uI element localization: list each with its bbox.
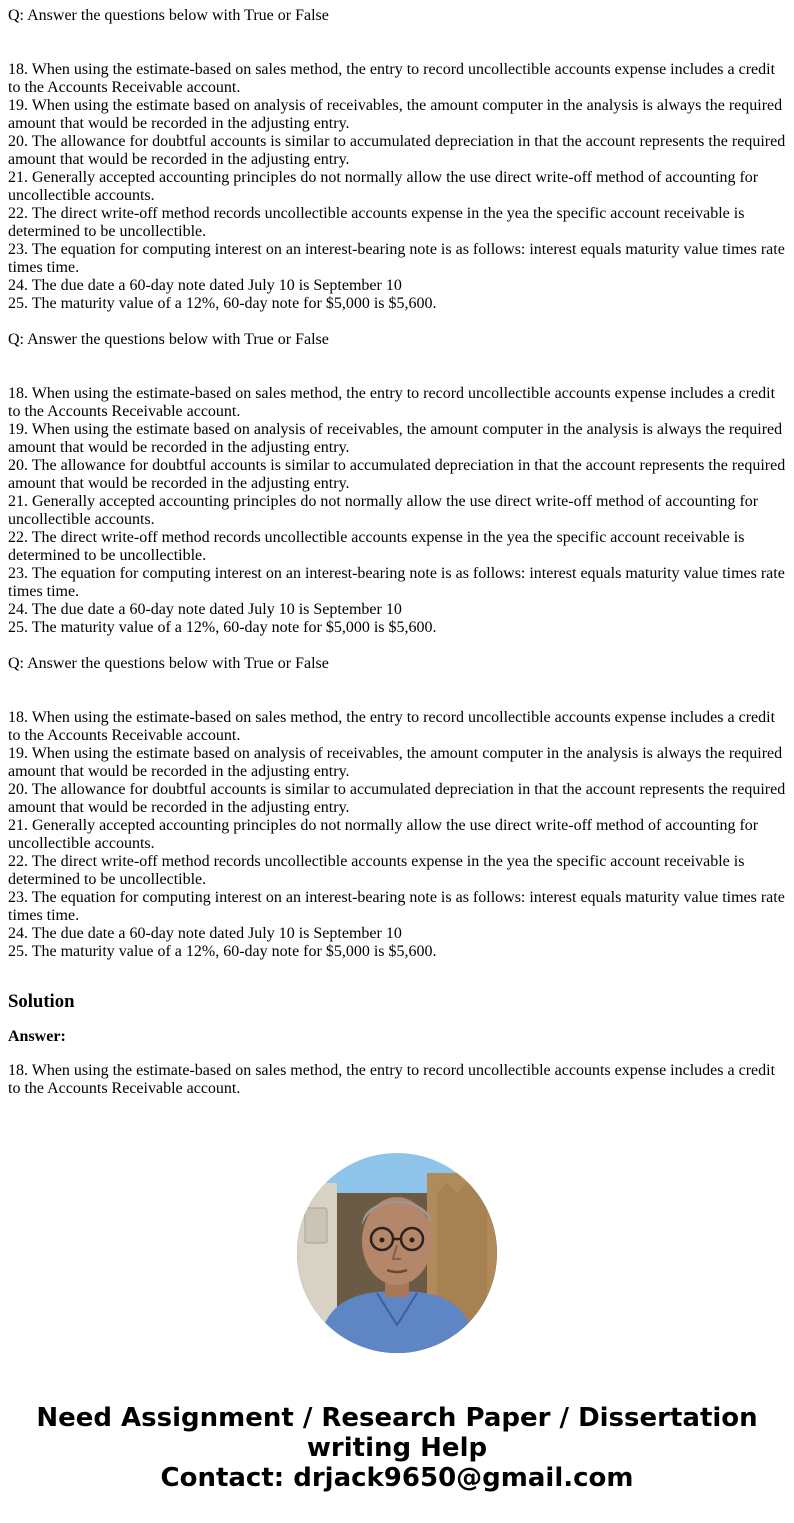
answer-text: 18. When using the estimate-based on sales method, the entry to record uncollectible accounts expense includes a credit to the Accounts Receivable account. xyxy=(8,1062,776,1097)
question-item-20: 20. The allowance for doubtful accounts is similar to accumulated depreciation in that the account represents the required amount that would be recorded in the adjusting entry. xyxy=(8,781,786,816)
question-item-23: 23. The equation for computing interest on an interest-bearing note is as follows: interest equals maturity value times rate times time. xyxy=(8,889,785,924)
answer-label: Answer: xyxy=(8,1028,66,1045)
question-item-19: 19. When using the estimate based on analysis of receivables, the amount computer in the analysis is always the required amount that would be recorded in the adjusting entry. xyxy=(8,745,783,780)
promo-banner xyxy=(0,1403,794,1493)
question-item-25: 25. The maturity value of a 12%, 60-day note for $5,000 is $5,600. xyxy=(8,943,437,960)
question-block-3 xyxy=(8,655,788,961)
question-item-22: 22. The direct write-off method records uncollectible accounts expense in the yea the specific account receivable is determined to be uncollectible. xyxy=(8,529,745,564)
promo-contact-line: Contact: drjack9650@gmail.com xyxy=(160,1463,634,1493)
question-item-22: 22. The direct write-off method records uncollectible accounts expense in the yea the specific account receivable is determined to be uncollectible. xyxy=(8,205,745,240)
question-block-1 xyxy=(8,7,788,313)
question-heading: Q: Answer the questions below with True or False xyxy=(8,331,329,348)
question-item-18: 18. When using the estimate-based on sales method, the entry to record uncollectible accounts expense includes a credit to the Accounts Receivable account. xyxy=(8,709,776,744)
promo-line-2: writing Help xyxy=(306,1433,488,1463)
question-item-24: 24. The due date a 60-day note dated July 10 is September 10 xyxy=(8,601,402,618)
question-item-19: 19. When using the estimate based on analysis of receivables, the amount computer in the analysis is always the required amount that would be recorded in the adjusting entry. xyxy=(8,97,783,132)
question-item-20: 20. The allowance for doubtful accounts is similar to accumulated depreciation in that the account represents the required amount that would be recorded in the adjusting entry. xyxy=(8,133,786,168)
question-item-22: 22. The direct write-off method records uncollectible accounts expense in the yea the specific account receivable is determined to be uncollectible. xyxy=(8,853,745,888)
question-heading: Q: Answer the questions below with True or False xyxy=(8,7,329,24)
tutor-portrait-image xyxy=(297,1153,497,1353)
question-item-18: 18. When using the estimate-based on sales method, the entry to record uncollectible accounts expense includes a credit to the Accounts Receivable account. xyxy=(8,385,776,420)
question-item-18: 18. When using the estimate-based on sales method, the entry to record uncollectible accounts expense includes a credit to the Accounts Receivable account. xyxy=(8,61,776,96)
question-item-24: 24. The due date a 60-day note dated July 10 is September 10 xyxy=(8,277,402,294)
question-item-25: 25. The maturity value of a 12%, 60-day note for $5,000 is $5,600. xyxy=(8,619,437,636)
avatar xyxy=(297,1153,497,1353)
solution-heading: Solution xyxy=(8,991,75,1012)
question-heading: Q: Answer the questions below with True or False xyxy=(8,655,329,672)
question-item-21: 21. Generally accepted accounting principles do not normally allow the use direct write-off method of accounting for uncollectible accounts. xyxy=(8,493,759,528)
question-item-21: 21. Generally accepted accounting principles do not normally allow the use direct write-off method of accounting for uncollectible accounts. xyxy=(8,169,759,204)
question-item-20: 20. The allowance for doubtful accounts is similar to accumulated depreciation in that the account represents the required amount that would be recorded in the adjusting entry. xyxy=(8,457,786,492)
document-content xyxy=(8,7,788,1098)
promo-line-1: Need Assignment / Research Paper / Dissertation xyxy=(36,1403,758,1433)
question-item-19: 19. When using the estimate based on analysis of receivables, the amount computer in the analysis is always the required amount that would be recorded in the adjusting entry. xyxy=(8,421,783,456)
question-item-24: 24. The due date a 60-day note dated July 10 is September 10 xyxy=(8,925,402,942)
question-item-23: 23. The equation for computing interest on an interest-bearing note is as follows: interest equals maturity value times rate times time. xyxy=(8,565,785,600)
question-block-2 xyxy=(8,331,788,637)
question-item-23: 23. The equation for computing interest on an interest-bearing note is as follows: interest equals maturity value times rate times time. xyxy=(8,241,785,276)
question-item-21: 21. Generally accepted accounting principles do not normally allow the use direct write-off method of accounting for uncollectible accounts. xyxy=(8,817,759,852)
question-item-25: 25. The maturity value of a 12%, 60-day note for $5,000 is $5,600. xyxy=(8,295,437,312)
